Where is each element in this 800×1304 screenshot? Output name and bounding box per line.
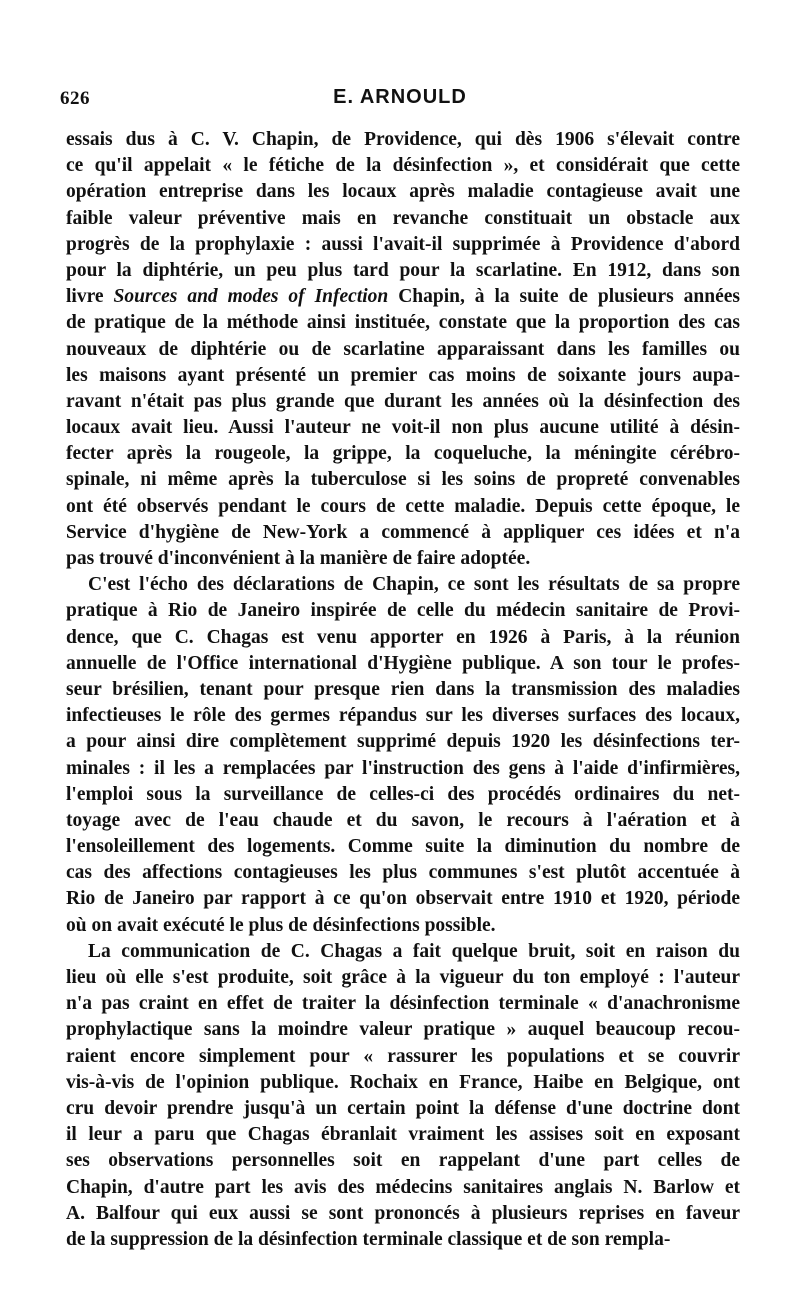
- text-line: prophylactique sans la moindre valeur pratique » auquel beaucoup recou-: [66, 1019, 740, 1041]
- text-line: de pratique de la méthode ainsi instituée, constate que la proportion des cas: [66, 312, 740, 334]
- text-line: vis-à-vis de l'opinion publique. Rochaix en France, Haibe en Belgique, ont: [66, 1071, 740, 1093]
- paragraph: [66, 572, 740, 939]
- paragraph: [66, 127, 740, 572]
- text-line: dence, que C. Chagas est venu apporter en 1926 à Paris, à la réunion: [66, 626, 740, 648]
- text-line: il leur a paru que Chagas ébranlait vraiment les assises soit en exposant: [66, 1124, 740, 1146]
- text-line: C'est l'écho des déclarations de Chapin, ce sont les résultats de sa propre: [88, 574, 740, 596]
- text-line: seur brésilien, tenant pour presque rien dans la transmission des maladies: [66, 678, 740, 700]
- text-line: cas des affections contagieuses les plus communes s'est plutôt accentuée à: [66, 862, 740, 884]
- text-line: minales : il les a remplacées par l'instruction des gens à l'aide d'infirmières,: [66, 757, 740, 779]
- text-line: opération entreprise dans les locaux après maladie contagieuse avait une: [66, 181, 740, 203]
- text-line: ses observations personnelles soit en rappelant d'une part celles de: [66, 1150, 740, 1172]
- text-line: les maisons ayant présenté un premier cas moins de soixante jours aupa-: [66, 364, 740, 386]
- text-line: pratique à Rio de Janeiro inspirée de celle du médecin sanitaire de Provi-: [66, 600, 740, 622]
- text-line: La communication de C. Chagas a fait quelque bruit, soit en raison du: [88, 940, 740, 962]
- paragraph: [66, 939, 740, 1253]
- text-line: cru devoir prendre jusqu'à un certain point la défense d'une doctrine dont: [66, 1097, 740, 1119]
- text-line: faible valeur préventive mais en revanche constituait un obstacle aux: [66, 207, 740, 229]
- text-line: locaux avait lieu. Aussi l'auteur ne voit-il non plus aucune utilité à désin-: [66, 417, 740, 439]
- text-line: spinale, ni même après la tuberculose si les soins de propreté convenables: [66, 469, 740, 491]
- text-line: ce qu'il appelait « le fétiche de la désinfection », et considérait que cette: [66, 155, 740, 177]
- text-line: Service d'hygiène de New-York a commencé à appliquer ces idées et n'a: [66, 521, 740, 543]
- text-line: nouveaux de diphtérie ou de scarlatine apparaissant dans les familles ou: [66, 338, 740, 360]
- text-line: raient encore simplement pour « rassurer les populations et se couvrir: [66, 1045, 740, 1067]
- text-line: pas trouvé d'inconvénient à la manière de faire adoptée.: [66, 548, 531, 569]
- text-line: Rio de Janeiro par rapport à ce qu'on observait entre 1910 et 1920, période: [66, 888, 740, 910]
- text-line: ravant n'était pas plus grande que durant les années où la désinfection des: [66, 390, 740, 412]
- text-line: où on avait exécuté le plus de désinfections possible.: [66, 914, 496, 936]
- text-line: fecter après la rougeole, la grippe, la coqueluche, la méningite cérébro-: [66, 443, 740, 465]
- text-line: livre Sources and modes of Infection Chapin, à la suite de plusieurs années: [66, 286, 740, 308]
- text-line: ont été observés pendant le cours de cette maladie. Depuis cette époque, le: [66, 495, 740, 517]
- text-line: infectieuses le rôle des germes répandus sur les diverses surfaces des locaux,: [66, 705, 740, 727]
- text-line: de la suppression de la désinfection terminale classique et de son rempla-: [66, 1228, 671, 1250]
- text-line: A. Balfour qui eux aussi se sont prononcés à plusieurs reprises en faveur: [66, 1202, 740, 1224]
- body-text: [66, 127, 740, 1253]
- text-line: toyage avec de l'eau chaude et du savon, le recours à l'aération et à: [66, 809, 740, 831]
- text-line: pour la diphtérie, un peu plus tard pour la scarlatine. En 1912, dans son: [66, 259, 740, 281]
- text-line: n'a pas craint en effet de traiter la désinfection terminale « d'anachronisme: [66, 993, 740, 1015]
- text-line: l'ensoleillement des logements. Comme suite la diminution du nombre de: [66, 836, 740, 858]
- text-line: a pour ainsi dire complètement supprimé depuis 1920 les désinfections ter-: [66, 731, 740, 753]
- text-line: lieu où elle s'est produite, soit grâce à la vigueur du ton employé : l'auteur: [66, 967, 740, 988]
- text-line: annuelle de l'Office international d'Hygiène publique. A son tour le profes-: [66, 652, 740, 674]
- text-line: essais dus à C. V. Chapin, de Providence, qui dès 1906 s'élevait contre: [66, 129, 740, 150]
- text-line: Chapin, d'autre part les avis des médecins sanitaires anglais N. Barlow et: [66, 1176, 740, 1198]
- page-number: 626: [60, 88, 90, 109]
- text-line: progrès de la prophylaxie : aussi l'avait-il supprimée à Providence d'abord: [66, 233, 740, 255]
- text-line: l'emploi sous la surveillance de celles-ci des procédés ordinaires du net-: [66, 783, 740, 805]
- running-title: E. ARNOULD: [333, 86, 467, 108]
